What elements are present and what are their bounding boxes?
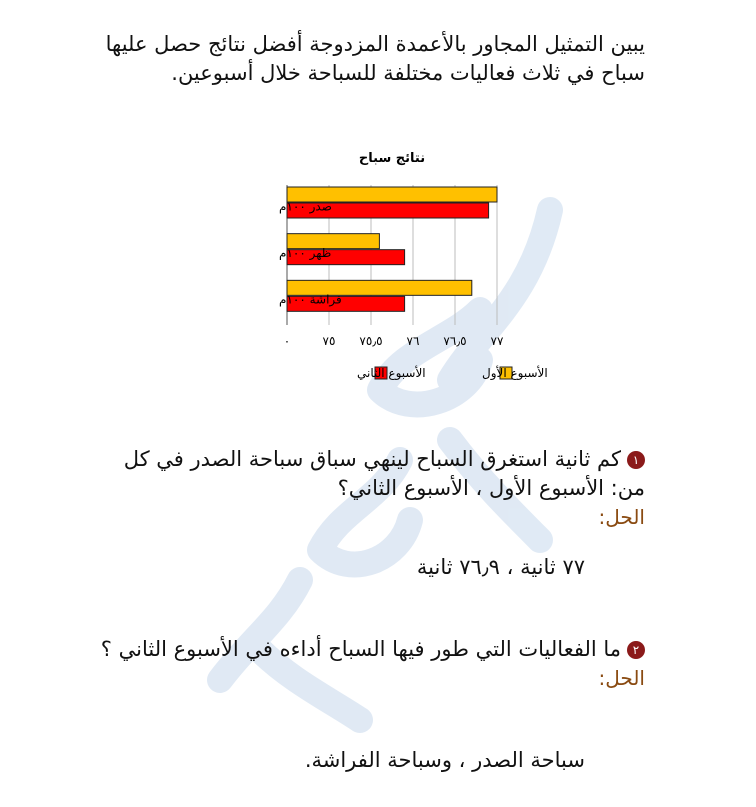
intro-paragraph: يبين التمثيل المجاور بالأعمدة المزدوجة أفضل نتائج حصل عليها سباح في ثلاث فعاليات مختلفة للسباحة خلال أسبوعين. xyxy=(105,32,645,85)
question-text: ما الفعاليات التي طور فيها السباح أداءه في الأسبوع الثاني ؟ xyxy=(100,637,621,661)
answer-text: سباحة الصدر ، وسباحة الفراشة. xyxy=(304,748,585,772)
solution-label: الحل: xyxy=(598,505,645,529)
question-number-badge: ١ xyxy=(627,451,645,469)
tick-label: ٧٧ xyxy=(490,334,504,348)
category-label: ظهر ١٠٠م xyxy=(279,246,332,260)
chart-legend xyxy=(357,365,548,381)
bar-chart xyxy=(190,140,548,400)
legend-label: الأسبوع الثاني xyxy=(357,366,426,380)
tick-label: ٧٦٫٥ xyxy=(443,334,467,348)
chart-tick-labels xyxy=(284,334,504,348)
tick-label: ٧٥ xyxy=(322,334,336,348)
tick-label: ٧٦ xyxy=(406,334,420,348)
tick-label: ٠ xyxy=(283,334,291,348)
tick-label: ٧٥٫٥ xyxy=(359,334,383,348)
question-number-badge: ٢ xyxy=(627,641,645,659)
legend-label: الأسبوع الأول xyxy=(482,366,548,380)
question-1 xyxy=(100,445,645,531)
solution-label: الحل: xyxy=(598,666,645,690)
question-text: كم ثانية استغرق السباح لينهي سباق سباحة الصدر في كل من: الأسبوع الأول ، الأسبوع الثاني؟ xyxy=(123,447,645,500)
question-2 xyxy=(100,635,645,692)
category-label: صدر ١٠٠م xyxy=(279,199,332,214)
chart-title: نتائج سباح xyxy=(358,151,426,166)
answer-text: ٧٧ ثانية ، ٧٦٫٩ ثانية xyxy=(416,555,585,579)
category-label: فراشة ١٠٠م xyxy=(279,292,342,307)
